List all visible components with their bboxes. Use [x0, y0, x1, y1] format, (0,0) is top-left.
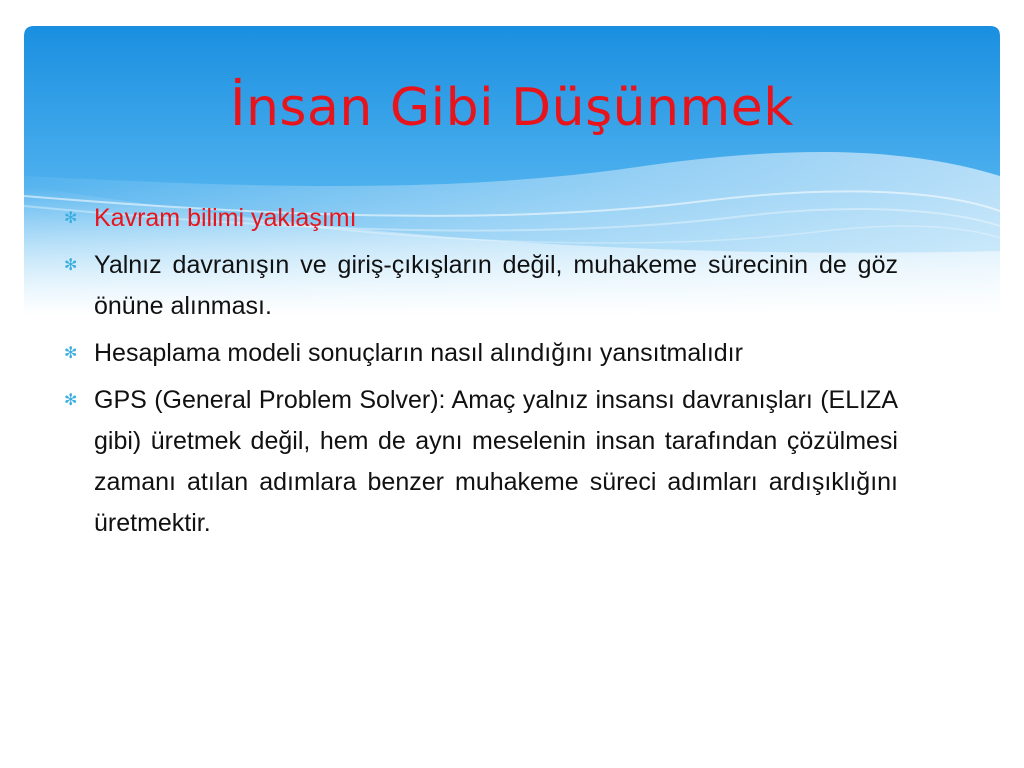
bullet-item — [62, 380, 898, 544]
asterisk-bullet-icon: ✻ — [64, 210, 78, 227]
bullet-item — [62, 198, 898, 239]
bullet-item — [62, 245, 898, 327]
asterisk-bullet-icon: ✻ — [64, 257, 78, 274]
slide-title: İnsan Gibi Düşünmek — [230, 78, 794, 138]
bullet-item — [62, 333, 898, 374]
asterisk-bullet-icon: ✻ — [64, 392, 78, 409]
bullet-text: Hesaplama modeli sonuçların nasıl alındığını yansıtmalıdır — [94, 339, 743, 367]
bullet-list — [62, 198, 898, 550]
bullet-text: GPS (General Problem Solver): Amaç yalnız insansı davranışları (ELIZA gibi) üretmek değil, hem de aynı meselenin insan tarafından çözülmesi zamanı atılan adımlara benzer muhakeme süreci adımları ardışıklığını üretmektir. — [94, 386, 898, 537]
asterisk-bullet-icon: ✻ — [64, 345, 78, 362]
bullet-text: Yalnız davranışın ve giriş-çıkışların değil, muhakeme sürecinin de göz önüne alınması. — [94, 251, 898, 320]
bullet-text: Kavram bilimi yaklaşımı — [94, 204, 357, 232]
